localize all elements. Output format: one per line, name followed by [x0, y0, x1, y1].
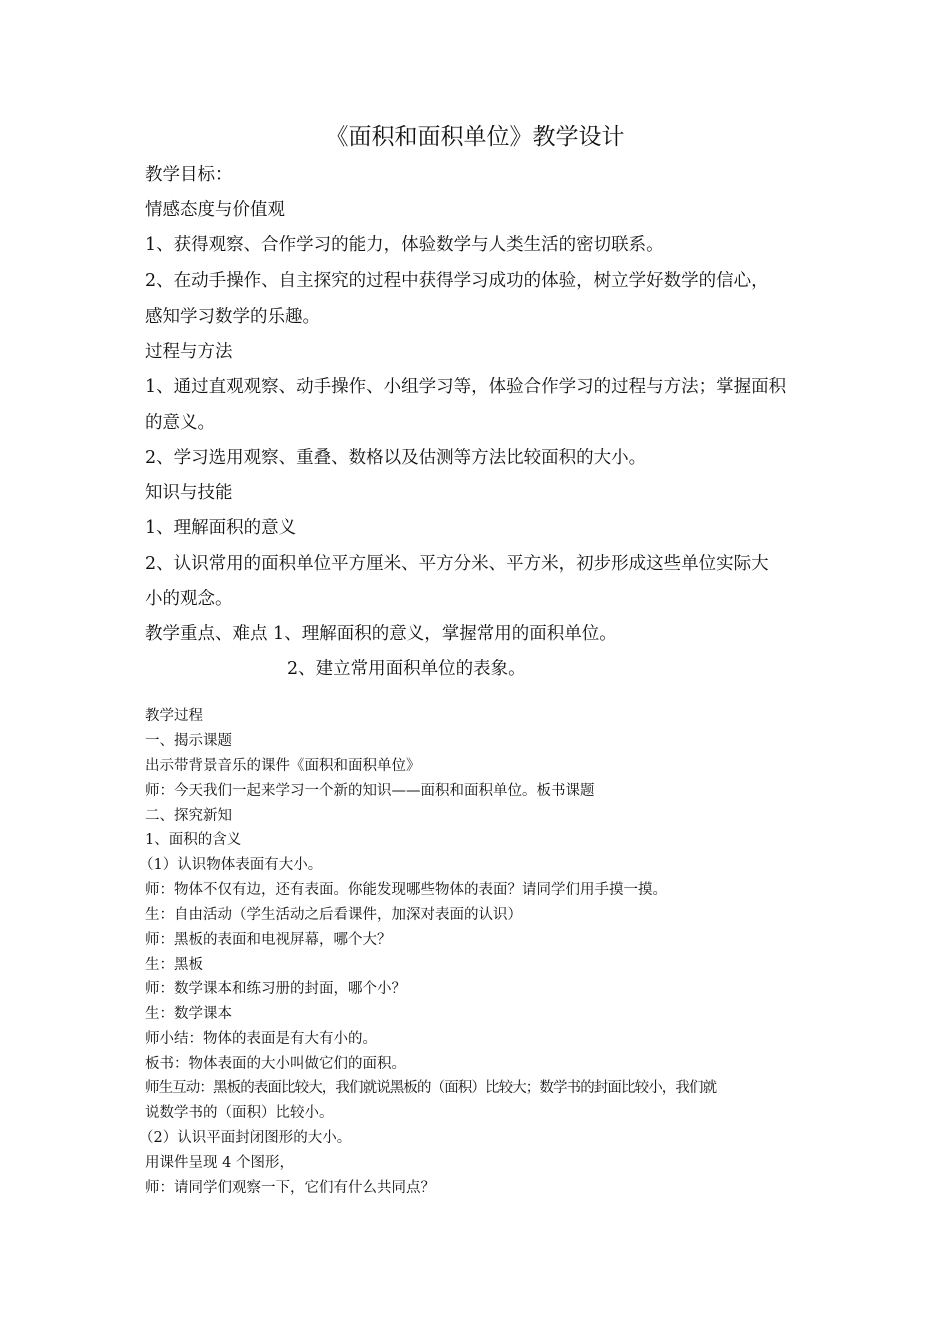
process-line: 师：请同学们观察一下，它们有什么共同点？ — [145, 1180, 435, 1196]
affective-heading: 情感态度与价值观 — [145, 200, 285, 220]
knowledge-item-1: 1、理解面积的意义 — [145, 518, 297, 538]
process-line: （2）认识平面封闭图形的大小。 — [139, 1130, 352, 1146]
process-line: 板书：物体表面的大小叫做它们的面积。 — [145, 1056, 406, 1072]
process-method-item-2: 2、学习选用观察、重叠、数格以及估测等方法比较面积的大小。 — [145, 448, 647, 468]
process-line: 生：黑板 — [145, 957, 203, 973]
process-line: 生：数学课本 — [145, 1006, 232, 1022]
knowledge-item-2-line-2: 小的观念。 — [145, 589, 233, 609]
key-points-line-2: 2、建立常用面积单位的表象。 — [287, 659, 526, 679]
process-method-item-1-line-1: 1、通过直观观察、动手操作、小组学习等，体验合作学习的过程与方法；掌握面积 — [145, 377, 787, 397]
process-line: 师生互动：黑板的表面比较大，我们就说黑板的（面积）比较大；数学书的封面比较小，我们就 — [145, 1080, 717, 1096]
process-line: 师：黑板的表面和电视屏幕，哪个大？ — [145, 932, 392, 948]
key-points-line-1: 教学重点、难点 1、理解面积的意义，掌握常用的面积单位。 — [145, 624, 617, 644]
process-method-item-1-line-2: 的意义。 — [145, 413, 215, 433]
process-line: （1）认识物体表面有大小。 — [139, 857, 323, 873]
objectives-heading: 教学目标： — [145, 165, 233, 185]
teaching-process-heading: 教学过程 — [145, 708, 203, 724]
knowledge-item-2-line-1: 2、认识常用的面积单位平方厘米、平方分米、平方米，初步形成这些单位实际大 — [145, 554, 769, 574]
process-line: 生：自由活动（学生活动之后看课件，加深对表面的认识） — [145, 907, 522, 923]
process-line: 二、探究新知 — [145, 808, 232, 824]
document-title: 《面积和面积单位》教学设计 — [325, 124, 625, 150]
process-line: 出示带背景音乐的课件《面积和面积单位》 — [145, 758, 421, 774]
affective-item-1: 1、获得观察、合作学习的能力，体验数学与人类生活的密切联系。 — [145, 235, 664, 255]
process-line: 师：物体不仅有边，还有表面。你能发现哪些物体的表面？请同学们用手摸一摸。 — [145, 882, 667, 898]
process-line: 师：今天我们一起来学习一个新的知识——面积和面积单位。板书课题 — [145, 783, 595, 799]
affective-item-2-line-1: 2、在动手操作、自主探究的过程中获得学习成功的体验，树立学好数学的信心， — [145, 271, 769, 291]
process-line: 说数学书的（面积）比较小。 — [145, 1105, 334, 1121]
process-line: 用课件呈现 4 个图形， — [145, 1155, 294, 1171]
process-line: 师小结：物体的表面是有大有小的。 — [145, 1031, 377, 1047]
affective-item-2-line-2: 感知学习数学的乐趣。 — [145, 307, 320, 327]
process-line: 1、面积的含义 — [145, 832, 242, 848]
knowledge-heading: 知识与技能 — [145, 483, 233, 503]
process-line: 一、揭示课题 — [145, 733, 232, 749]
process-line: 师：数学课本和练习册的封面，哪个小？ — [145, 981, 406, 997]
process-method-heading: 过程与方法 — [145, 342, 233, 362]
